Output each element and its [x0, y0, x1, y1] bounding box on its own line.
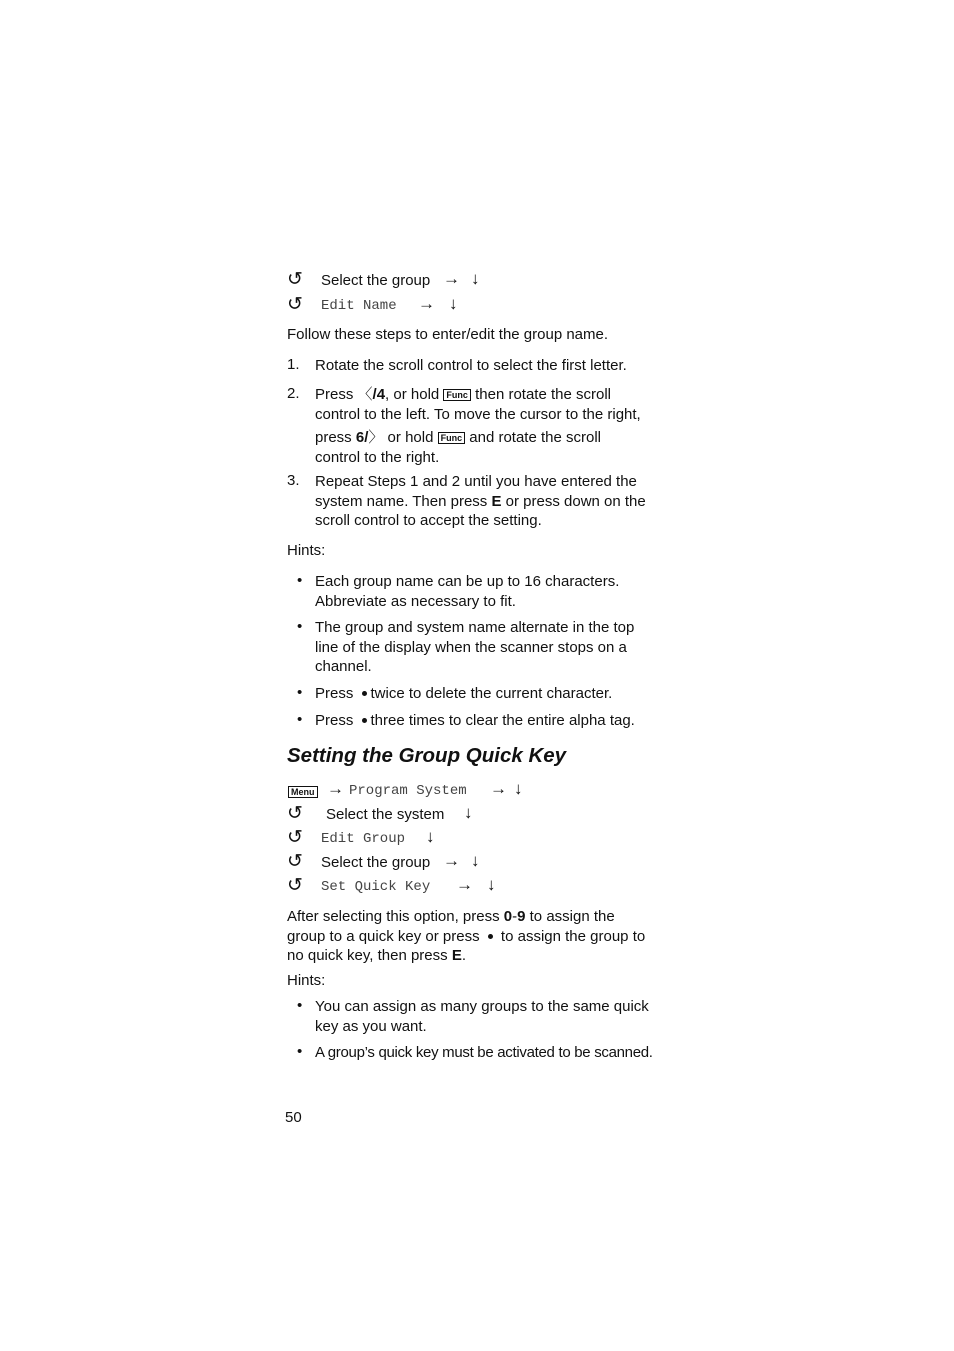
rotate-icon: ↺ — [287, 294, 303, 315]
section-heading: Setting the Group Quick Key — [287, 744, 567, 767]
dot-key-icon — [488, 934, 493, 939]
bullet: • — [297, 572, 303, 589]
arrow-right-icon: → — [418, 294, 435, 313]
menu-key-icon: Menu — [288, 786, 318, 798]
arrow-down-icon: ↓ — [449, 294, 458, 313]
chevron-left-icon: 〈 — [357, 386, 373, 403]
program-system-step: Program System — [349, 783, 467, 799]
select-group-step: Select the group — [321, 272, 431, 289]
bullet: • — [297, 618, 303, 635]
func-key-icon: Func — [438, 432, 466, 444]
edit-group-step: Edit Group — [321, 831, 406, 847]
arrow-down-icon: ↓ — [487, 875, 496, 894]
step-1: Rotate the scroll control to select the first letter. — [315, 357, 627, 374]
hints-label: Hints: — [287, 542, 326, 559]
arrow-right-icon: → — [327, 779, 344, 798]
page-number: 50 — [285, 1109, 302, 1126]
bullet: • — [297, 1043, 303, 1060]
arrow-right-icon: → — [443, 269, 460, 288]
func-key-icon: Func — [443, 389, 471, 401]
arrow-down-icon: ↓ — [471, 851, 480, 870]
select-group-step: Select the group — [321, 854, 431, 871]
hint-item: You can assign as many groups to the same quick key as you want. — [315, 998, 649, 1035]
select-system-step: Select the system — [326, 806, 445, 823]
rotate-icon: ↺ — [287, 851, 303, 872]
dot-key-icon — [362, 718, 367, 723]
intro-text: Follow these steps to enter/edit the group name. — [287, 326, 609, 343]
edit-name-step: Edit Name — [321, 298, 397, 314]
set-quick-key-step: Set Quick Key — [321, 879, 431, 895]
dot-key-icon — [362, 691, 367, 696]
after-text: After selecting this option, press 0-9 to assign the group to a quick key or press to assign the group to no quick key, then press E. — [287, 908, 646, 964]
arrow-down-icon: ↓ — [464, 803, 473, 822]
bullet: • — [297, 711, 303, 728]
hints-label: Hints: — [287, 972, 326, 989]
step-number: 2. — [287, 385, 300, 402]
step-number: 3. — [287, 472, 300, 489]
step-2: Press 〈/4, or hold Func then rotate the scroll control to the left. To move the cursor to the right, press 6/〉 or hold Func and rotate the scroll control to the right. — [315, 386, 641, 466]
rotate-icon: ↺ — [287, 803, 303, 824]
arrow-down-icon: ↓ — [426, 827, 435, 846]
rotate-icon: ↺ — [287, 269, 303, 290]
hint-item: Press three times to clear the entire alpha tag. — [315, 712, 635, 729]
arrow-right-icon: → — [490, 779, 507, 798]
hint-item: Press twice to delete the current character. — [315, 685, 613, 702]
rotate-icon: ↺ — [287, 827, 303, 848]
arrow-down-icon: ↓ — [514, 779, 523, 798]
chevron-right-icon: 〉 — [368, 429, 384, 446]
hint-item: The group and system name alternate in the top line of the display when the scanner stops on a channel. — [315, 619, 635, 675]
hint-item: A group’s quick key must be activated to be scanned. — [315, 1044, 653, 1061]
rotate-icon: ↺ — [287, 875, 303, 896]
bullet: • — [297, 997, 303, 1014]
hint-item: Each group name can be up to 16 characters. Abbreviate as necessary to fit. — [315, 573, 620, 610]
bullet: • — [297, 684, 303, 701]
arrow-right-icon: → — [456, 875, 473, 894]
arrow-right-icon: → — [443, 851, 460, 870]
arrow-down-icon: ↓ — [471, 269, 480, 288]
step-number: 1. — [287, 356, 300, 373]
step-3: Repeat Steps 1 and 2 until you have entered the system name. Then press E or press down on the scroll control to accept the setting. — [315, 473, 646, 529]
